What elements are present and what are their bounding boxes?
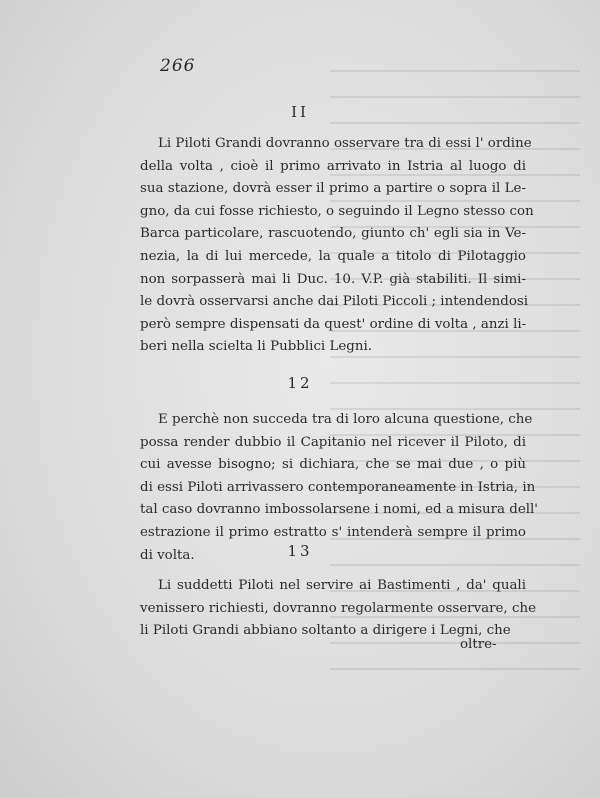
text-line: non sorpasserà mai li Duc. 10. V.P. già stabiliti. Il simi-: [140, 271, 526, 287]
section-number-13: 13: [287, 542, 313, 560]
text-line: nezia, la di lui mercede, la quale a titolo di Pilotaggio: [140, 248, 526, 264]
text-line: sua stazione, dovrà esser il primo a partire o sopra il Le-: [140, 181, 526, 197]
text-line: estrazione il primo estratto s' intenderà sempre il primo: [140, 524, 526, 540]
text-line: tal caso dovranno imbossolarsene i nomi, ed a misura dell': [140, 502, 538, 518]
text-line: di volta.: [140, 547, 195, 563]
paragraph-section-13: [140, 575, 536, 643]
text-line: della volta , cioè il primo arrivato in Istria al luogo di: [140, 158, 526, 174]
text-line: le dovrà osservarsi anche dai Piloti Piccoli ; intendendosi: [140, 294, 529, 310]
text-line: Barca particolare, rascuotendo, giunto ch' egli sia in Ve-: [140, 226, 526, 242]
text-line: venissero richiesti, dovranno regolarmente osservare, che: [140, 600, 536, 616]
section-number-11: II: [291, 103, 309, 121]
text-line: Li Piloti Grandi dovranno osservare tra di essi l' ordine: [158, 136, 532, 151]
catchword: oltre-: [460, 637, 497, 652]
text-line: Li suddetti Piloti nel servire ai Bastimenti , da' quali: [158, 578, 526, 593]
text-line: E perchè non succeda tra di loro alcuna questione, che: [158, 412, 533, 427]
text-line: però sempre dispensati da quest' ordine di volta , anzi li-: [140, 316, 527, 332]
paragraph-section-11: [140, 133, 534, 359]
text-line: di essi Piloti arrivassero contemporaneamente in Istria, in: [140, 479, 536, 495]
text-line: beri nella scielta li Pubblici Legni.: [140, 339, 373, 355]
text-line: possa render dubbio il Capitanio nel ricever il Piloto, di: [140, 434, 526, 450]
text-line: gno, da cui fosse richiesto, o seguindo il Legno stesso con: [140, 203, 534, 219]
text-line: cui avesse bisogno; si dichiara, che se mai due , o più: [140, 457, 526, 473]
text-line: li Piloti Grandi abbiano soltanto a dirigere i Legni, che: [140, 623, 511, 639]
section-number-12: 12: [287, 374, 313, 392]
page-number: 266: [160, 56, 196, 76]
